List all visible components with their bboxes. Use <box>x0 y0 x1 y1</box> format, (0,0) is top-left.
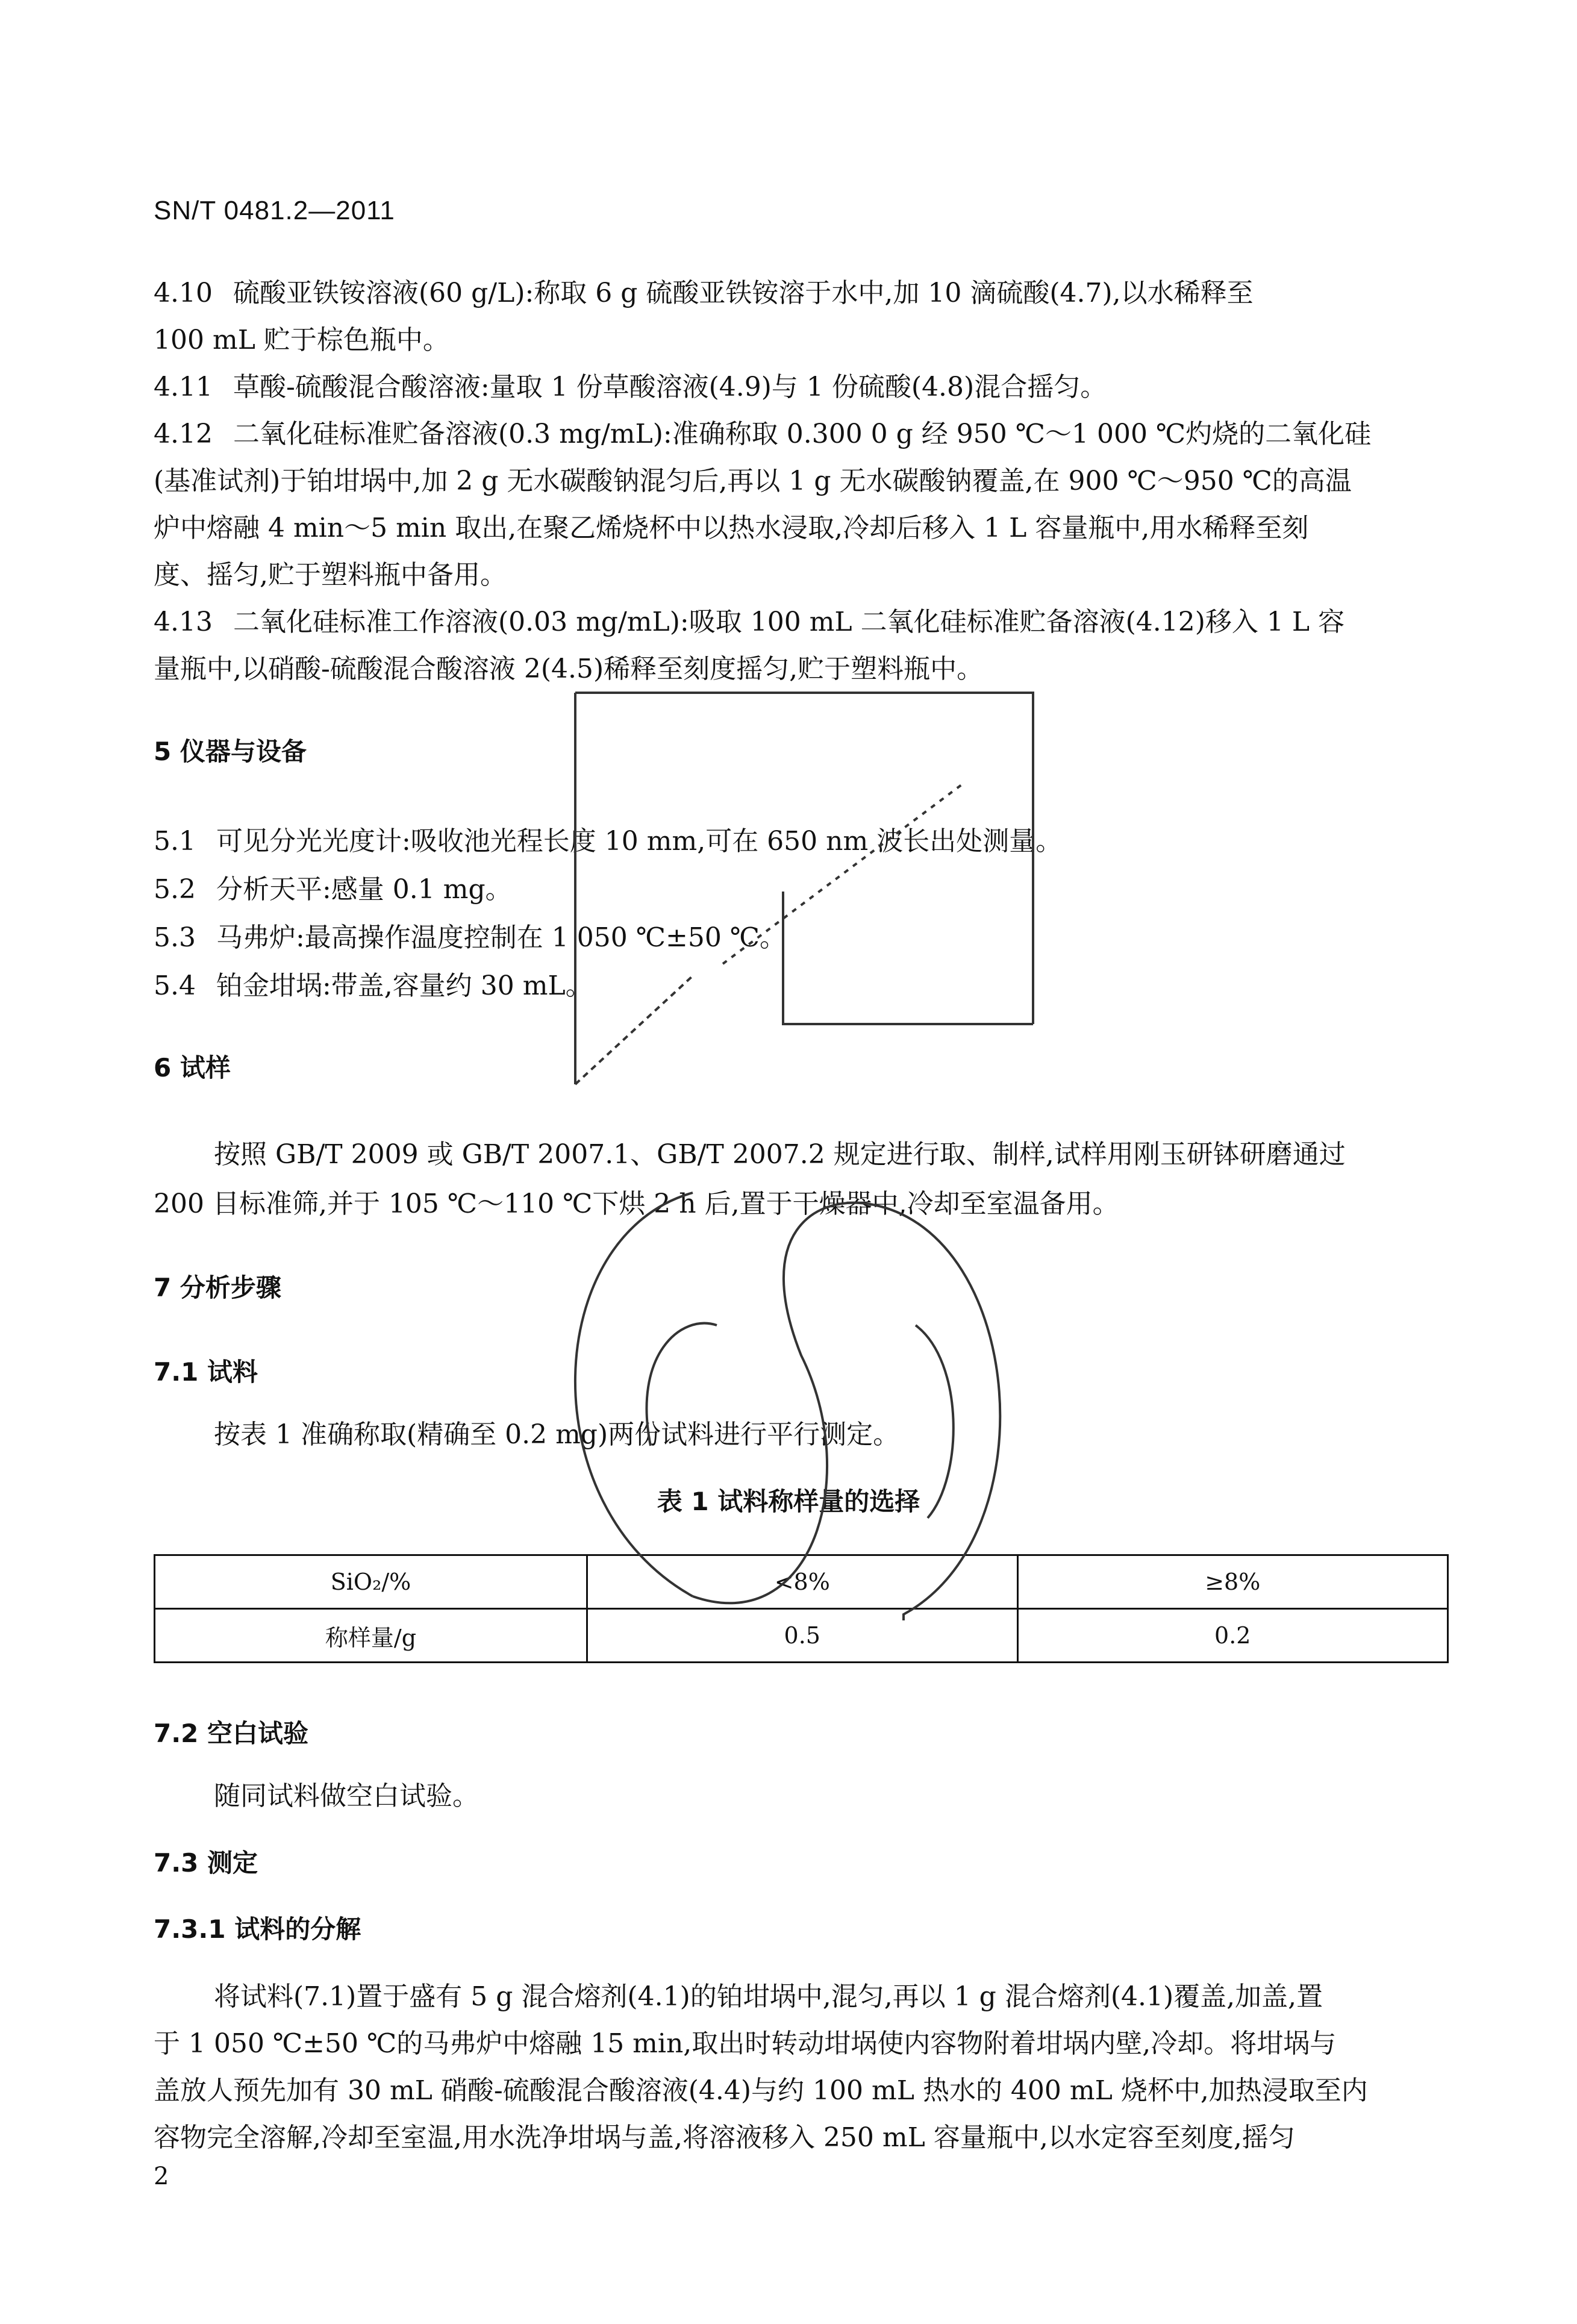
clause-5-3 <box>154 916 786 954</box>
section-7-2-heading: 7.2 空白试验 <box>154 1719 309 1748</box>
clause-4-13-cont: 量瓶中,以硝酸-硫酸混合酸溶液 2(4.5)稀释至刻度摇匀,贮于塑料瓶中。 <box>154 654 984 684</box>
clause-4-10-cont: 100 mL 贮于棕色瓶中。 <box>154 325 449 355</box>
clause-number: 4.10 <box>154 278 213 308</box>
table-cell: 0.5 <box>587 1609 1018 1663</box>
table-cell: 0.2 <box>1017 1609 1448 1663</box>
clause-5-4 <box>154 964 592 1002</box>
table-cell: 称样量/g <box>155 1609 587 1663</box>
section-6-text: 按照 GB/T 2009 或 GB/T 2007.1、GB/T 2007.2 规定进行取、制样,试样用刚玉研钵研磨通过 <box>214 1139 1346 1170</box>
section-5-heading: 5 仪器与设备 <box>154 737 307 766</box>
table-cell: SiO₂/% <box>155 1555 587 1609</box>
table-row <box>155 1609 1448 1663</box>
clause-4-12-cont: (基准试剂)于铂坩埚中,加 2 g 无水碳酸钠混匀后,再以 1 g 无水碳酸钠覆盖,在 900 ℃～950 ℃的高温 <box>154 466 1352 496</box>
section-6-heading: 6 试样 <box>154 1053 231 1082</box>
section-7-1-heading: 7.1 试料 <box>154 1357 258 1387</box>
page-number: 2 <box>154 2163 169 2190</box>
clause-text: 铂金坩埚:带盖,容量约 30 mL。 <box>216 970 592 1001</box>
clause-number: 4.13 <box>154 607 213 637</box>
section-7-heading: 7 分析步骤 <box>154 1273 281 1302</box>
clause-text: 马弗炉:最高操作温度控制在 1 050 ℃±50 ℃。 <box>216 922 787 953</box>
sample-mass-table <box>154 1554 1449 1663</box>
section-7-2-text: 随同试料做空白试验。 <box>214 1781 479 1811</box>
clause-number: 5.3 <box>154 922 196 953</box>
clause-text: 可见分光光度计:吸收池光程长度 10 mm,可在 650 nm 波长出处测量。 <box>216 826 1063 857</box>
clause-4-13 <box>154 600 1344 639</box>
section-7-3-1-text-cont: 于 1 050 ℃±50 ℃的马弗炉中熔融 15 min,取出时转动坩埚使内容物附着坩埚内壁,冷却。将坩埚与 <box>154 2028 1337 2059</box>
clause-number: 4.12 <box>154 419 213 449</box>
clause-text: 草酸-硫酸混合酸溶液:量取 1 份草酸溶液(4.9)与 1 份硫酸(4.8)混合摇匀。 <box>233 372 1107 402</box>
table-caption: 表 1 试料称样量的选择 <box>657 1487 920 1516</box>
clause-4-12-cont: 炉中熔融 4 min～5 min 取出,在聚乙烯烧杯中以热水浸取,冷却后移入 1 L 容量瓶中,用水稀释至刻 <box>154 513 1309 543</box>
clause-4-11 <box>154 365 1107 404</box>
clause-number: 4.11 <box>154 372 213 402</box>
section-7-3-1-text: 将试料(7.1)置于盛有 5 g 混合熔剂(4.1)的铂坩埚中,混匀,再以 1 g 混合熔剂(4.1)覆盖,加盖,置 <box>214 1981 1323 2012</box>
clause-5-1 <box>154 819 1062 858</box>
clause-text: 二氧化硅标准工作溶液(0.03 mg/mL):吸取 100 mL 二氧化硅标准贮备溶液(4.12)移入 1 L 容 <box>233 607 1345 637</box>
section-6-text-cont: 200 目标准筛,并于 105 ℃～110 ℃下烘 2 h 后,置于干燥器中,冷却至室温备用。 <box>154 1189 1119 1219</box>
clause-text: 分析天平:感量 0.1 mg。 <box>216 874 512 905</box>
section-7-3-1-text-cont: 容物完全溶解,冷却至室温,用水洗净坩埚与盖,将溶液移入 250 mL 容量瓶中,以水定容至刻度,摇匀 <box>154 2122 1295 2153</box>
clause-number: 5.1 <box>154 826 196 857</box>
section-7-3-heading: 7.3 测定 <box>154 1848 258 1878</box>
section-7-3-1-text-cont: 盖放人预先加有 30 mL 硝酸-硫酸混合酸溶液(4.4)与约 100 mL 热水的 400 mL 烧杯中,加热浸取至内 <box>154 2075 1368 2106</box>
clause-4-12 <box>154 412 1371 451</box>
clause-text: 硫酸亚铁铵溶液(60 g/L):称取 6 g 硫酸亚铁铵溶于水中,加 10 滴硫酸(4.7),以水稀释至 <box>233 278 1254 308</box>
table-row <box>155 1555 1448 1609</box>
table-cell: ≥8% <box>1017 1555 1448 1609</box>
clause-number: 5.4 <box>154 970 196 1001</box>
clause-4-12-cont: 度、摇匀,贮于塑料瓶中备用。 <box>154 560 507 590</box>
section-7-3-1-heading: 7.3.1 试料的分解 <box>154 1914 361 1944</box>
standard-code: SN/T 0481.2—2011 <box>154 196 395 225</box>
clause-5-2 <box>154 867 512 906</box>
table-cell: <8% <box>587 1555 1018 1609</box>
section-7-1-text: 按表 1 准确称取(精确至 0.2 mg)两份试料进行平行测定。 <box>214 1419 900 1450</box>
clause-number: 5.2 <box>154 874 196 905</box>
clause-4-10 <box>154 271 1254 310</box>
clause-text: 二氧化硅标准贮备溶液(0.3 mg/mL):准确称取 0.300 0 g 经 950 ℃～1 000 ℃灼烧的二氧化硅 <box>233 419 1372 449</box>
